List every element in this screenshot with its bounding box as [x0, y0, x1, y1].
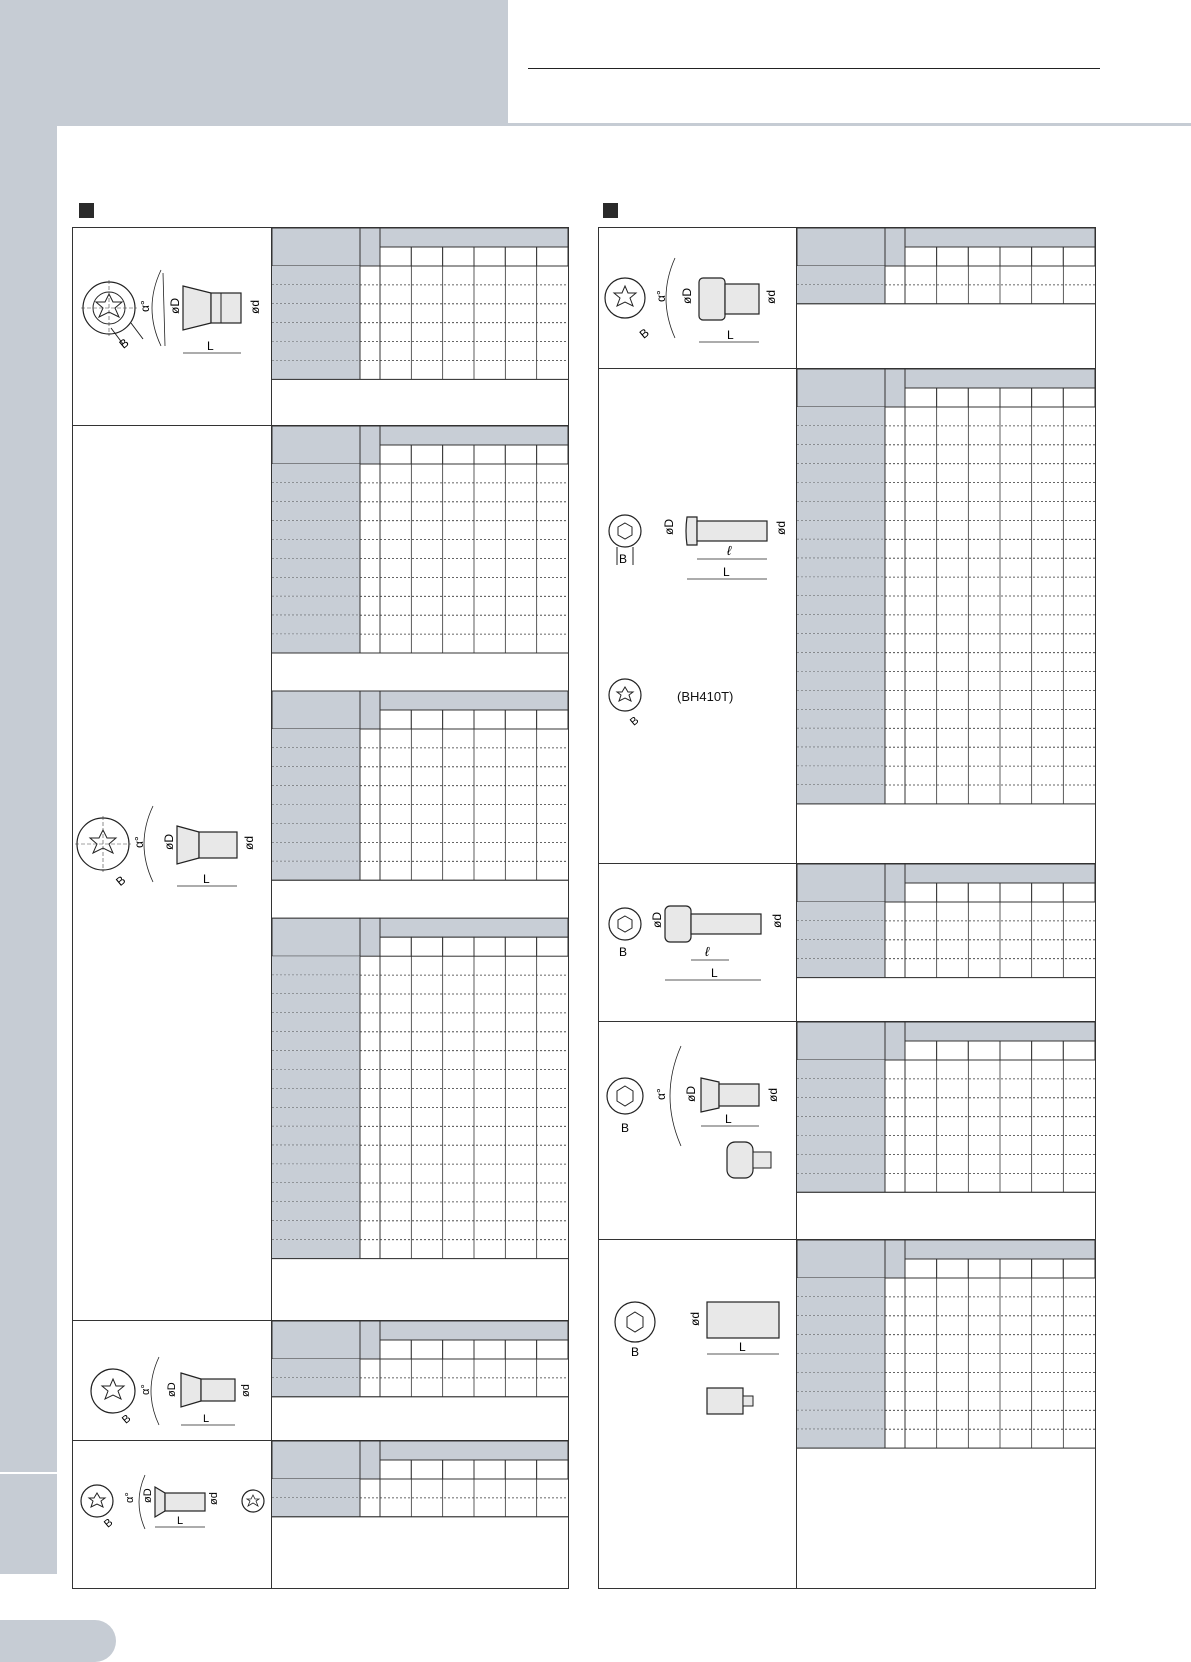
- table-header-cell: [272, 1441, 360, 1479]
- table-subheader-cell: [1032, 1259, 1064, 1278]
- right-parts-panel: [598, 227, 1096, 1589]
- table-row-label: [797, 709, 885, 728]
- table-row-label: [797, 921, 885, 940]
- spec-table-grid: [797, 228, 1095, 368]
- table-subheader-cell: [968, 1259, 1000, 1278]
- svg-text:ød: ød: [248, 299, 262, 314]
- table-subheader-cell: [474, 710, 505, 729]
- svg-text:L: L: [725, 1112, 732, 1126]
- table-subheader-cell: [905, 247, 937, 266]
- table-header-cell: [797, 369, 885, 407]
- table-header-cell: [905, 1022, 1095, 1041]
- table-row-label: [272, 1183, 360, 1202]
- table-subheader-cell: [443, 710, 474, 729]
- table-row-label: [797, 1391, 885, 1410]
- svg-text:B: B: [619, 552, 628, 566]
- table-row-label: [272, 1145, 360, 1164]
- table-header-cell: [360, 426, 380, 464]
- section-marker-right: [603, 203, 618, 218]
- table-subheader-cell: [474, 937, 505, 956]
- table-row-label: [797, 959, 885, 978]
- svg-text:øD: øD: [142, 1488, 154, 1503]
- table-subheader-cell: [537, 247, 568, 266]
- table-row-label: [797, 1079, 885, 1098]
- spec-table-grid: [797, 369, 1095, 864]
- table-row-label: [272, 1051, 360, 1070]
- svg-text:ød: ød: [774, 520, 788, 535]
- table-subheader-cell: [474, 247, 505, 266]
- cap-screw-icon: [599, 228, 797, 368]
- table-row-label: [272, 1070, 360, 1089]
- hex-socket-icon: [599, 864, 797, 1022]
- side-tab-strip: [0, 0, 57, 1472]
- table-row-label: [272, 464, 360, 483]
- block-hex-cap-long: [599, 368, 1095, 863]
- table-header-cell: [797, 1240, 885, 1278]
- table-row-label: [797, 539, 885, 558]
- table-header-cell: [380, 691, 568, 710]
- table-header-cell: [360, 228, 380, 266]
- table-subheader-cell: [505, 1460, 536, 1479]
- table-row-label: [272, 577, 360, 596]
- svg-text:α°: α°: [654, 1088, 668, 1100]
- screw-drawing: [73, 426, 272, 1321]
- table-subheader-cell: [505, 445, 536, 464]
- screw-drawing: [73, 1441, 272, 1589]
- table-header-cell: [380, 228, 568, 247]
- table-row-label: [797, 1429, 885, 1448]
- table-row-label: [797, 653, 885, 672]
- svg-text:ød: ød: [770, 913, 784, 928]
- block-torx-countersunk-b: [73, 425, 568, 1320]
- table-row-label: [797, 1297, 885, 1316]
- table-row-label: [797, 266, 885, 285]
- table-row-label: [272, 1479, 360, 1498]
- table-subheader-cell: [1032, 247, 1064, 266]
- table-header-cell: [360, 1441, 380, 1479]
- table-row-label: [272, 1126, 360, 1145]
- svg-text:L: L: [727, 328, 734, 342]
- table-row-label: [797, 520, 885, 539]
- svg-text:L: L: [723, 565, 730, 579]
- table-row-label: [272, 1498, 360, 1517]
- svg-text:α°: α°: [140, 1384, 152, 1395]
- table-subheader-cell: [1063, 1259, 1095, 1278]
- table-row-label: [272, 805, 360, 824]
- svg-text:B: B: [116, 335, 132, 352]
- svg-text:B: B: [621, 1121, 630, 1135]
- table-row-label: [797, 464, 885, 483]
- table-row-label: [797, 483, 885, 502]
- table-row-label: [797, 558, 885, 577]
- svg-text:øD: øD: [650, 912, 664, 928]
- svg-text:L: L: [711, 966, 718, 980]
- table-row-label: [272, 285, 360, 304]
- table-row-label: [797, 1136, 885, 1155]
- block-hex-cap-short: [599, 863, 1095, 1021]
- table-subheader-cell: [1000, 247, 1032, 266]
- table-subheader-cell: [443, 937, 474, 956]
- table-row-label: [272, 361, 360, 380]
- table-subheader-cell: [380, 710, 411, 729]
- svg-text:øD: øD: [662, 519, 676, 535]
- left-parts-panel: [72, 227, 569, 1589]
- table-row-label: [272, 1359, 360, 1378]
- screw-drawing: [599, 369, 797, 864]
- svg-text:L: L: [739, 1340, 746, 1354]
- table-row-label: [272, 502, 360, 521]
- table-subheader-cell: [411, 445, 442, 464]
- table-header-cell: [885, 228, 905, 266]
- table-subheader-cell: [1000, 388, 1032, 407]
- table-row-label: [797, 502, 885, 521]
- table-subheader-cell: [411, 247, 442, 266]
- svg-text:L: L: [203, 872, 210, 886]
- svg-text:B: B: [631, 1345, 640, 1359]
- svg-text:ød: ød: [766, 1087, 780, 1102]
- table-row-label: [272, 1164, 360, 1183]
- spec-table-grid: [272, 228, 568, 425]
- countersunk-screw-icon: [73, 1441, 272, 1589]
- table-row-label: [797, 1410, 885, 1429]
- table-subheader-cell: [1032, 388, 1064, 407]
- table-header-cell: [360, 918, 380, 956]
- svg-text:ød: ød: [208, 1492, 220, 1505]
- table-row-label: [272, 559, 360, 578]
- table-row-label: [797, 1117, 885, 1136]
- section-marker-left: [79, 203, 94, 218]
- table-subheader-cell: [443, 1340, 474, 1359]
- table-row-label: [797, 1098, 885, 1117]
- table-row-label: [797, 426, 885, 445]
- table-subheader-cell: [937, 883, 969, 902]
- svg-text:L: L: [177, 1515, 184, 1527]
- screw-drawing: [599, 1022, 797, 1240]
- screw-drawing: [73, 228, 272, 425]
- block-torx-countersunk-a: [73, 228, 568, 425]
- table-subheader-cell: [905, 1041, 937, 1060]
- table-subheader-cell: [537, 1340, 568, 1359]
- table-subheader-cell: [443, 1460, 474, 1479]
- table-subheader-cell: [937, 388, 969, 407]
- table-subheader-cell: [937, 1259, 969, 1278]
- table-row-label: [272, 824, 360, 843]
- table-subheader-cell: [905, 883, 937, 902]
- table-row-label: [797, 407, 885, 426]
- table-subheader-cell: [505, 247, 536, 266]
- table-header-cell: [885, 369, 905, 407]
- table-subheader-cell: [443, 247, 474, 266]
- table-subheader-cell: [968, 388, 1000, 407]
- hex-socket-icon: [599, 369, 797, 864]
- title-rule: [528, 68, 1100, 69]
- table-header-cell: [797, 1022, 885, 1060]
- table-subheader-cell: [905, 388, 937, 407]
- table-row-label: [797, 785, 885, 804]
- table-subheader-cell: [1000, 1041, 1032, 1060]
- table-row-label: [797, 766, 885, 785]
- table-header-cell: [885, 864, 905, 902]
- spec-table-grid: [272, 1441, 568, 1589]
- table-subheader-cell: [380, 937, 411, 956]
- table-subheader-cell: [537, 710, 568, 729]
- table-subheader-cell: [537, 445, 568, 464]
- table-row-label: [797, 902, 885, 921]
- spec-table-grid: [272, 426, 568, 1321]
- svg-text:ød: ød: [240, 1384, 252, 1397]
- table-subheader-cell: [1032, 883, 1064, 902]
- thread-length-label: ℓ: [727, 543, 732, 558]
- table-row-label: [797, 691, 885, 710]
- svg-text:α°: α°: [124, 1492, 136, 1503]
- table-header-cell: [272, 426, 360, 464]
- block-torx-countersunk-d: [73, 1440, 568, 1588]
- table-header-cell: [797, 864, 885, 902]
- svg-text:B: B: [113, 872, 129, 889]
- table-row-label: [272, 1013, 360, 1032]
- table-row-label: [272, 1378, 360, 1397]
- table-row-label: [797, 577, 885, 596]
- hex-socket-icon: [599, 1022, 797, 1240]
- table-subheader-cell: [411, 1460, 442, 1479]
- table-row-label: [797, 1173, 885, 1192]
- table-row-label: [797, 1373, 885, 1392]
- table-header-cell: [905, 228, 1095, 247]
- block-torx-countersunk-c: [73, 1320, 568, 1440]
- table-row-label: [272, 634, 360, 653]
- table-subheader-cell: [1063, 247, 1095, 266]
- table-subheader-cell: [1063, 1041, 1095, 1060]
- content-rule: [57, 123, 1191, 126]
- table-row-label: [797, 615, 885, 634]
- table-row-label: [272, 266, 360, 285]
- table-row-label: [272, 1089, 360, 1108]
- table-subheader-cell: [968, 247, 1000, 266]
- svg-text:B: B: [636, 325, 652, 342]
- svg-text:ℓ: ℓ: [705, 944, 710, 959]
- table-subheader-cell: [474, 445, 505, 464]
- block-set-screw: [599, 1239, 1095, 1588]
- table-row-label: [272, 748, 360, 767]
- table-subheader-cell: [505, 1340, 536, 1359]
- table-row-label: [797, 728, 885, 747]
- table-header-cell: [360, 1321, 380, 1359]
- table-header-cell: [380, 426, 568, 445]
- table-subheader-cell: [968, 883, 1000, 902]
- table-header-cell: [885, 1022, 905, 1060]
- header-band: [0, 0, 508, 123]
- table-row-label: [272, 1221, 360, 1240]
- table-row-label: [797, 1060, 885, 1079]
- table-header-cell: [380, 1321, 568, 1340]
- svg-text:L: L: [207, 339, 214, 353]
- table-row-label: [272, 483, 360, 502]
- spec-table-grid: [272, 1321, 568, 1441]
- svg-text:øD: øD: [162, 834, 176, 850]
- table-row-label: [797, 747, 885, 766]
- table-subheader-cell: [537, 937, 568, 956]
- screw-drawing: [599, 1240, 797, 1589]
- table-row-label: [272, 1202, 360, 1221]
- spec-table-grid: [797, 1022, 1095, 1240]
- table-row-label: [272, 861, 360, 880]
- svg-text:ød: ød: [764, 289, 778, 304]
- table-subheader-cell: [380, 247, 411, 266]
- spec-table-grid: [797, 1240, 1095, 1589]
- svg-text:øD: øD: [680, 288, 694, 304]
- screw-drawing: [73, 1321, 272, 1441]
- table-subheader-cell: [411, 710, 442, 729]
- table-row-label: [272, 842, 360, 861]
- table-subheader-cell: [474, 1460, 505, 1479]
- table-subheader-cell: [380, 1460, 411, 1479]
- table-row-label: [272, 1240, 360, 1259]
- table-header-cell: [380, 1441, 568, 1460]
- table-row-label: [797, 445, 885, 464]
- screw-drawing: [599, 864, 797, 1022]
- table-row-label: [272, 615, 360, 634]
- table-row-label: [272, 786, 360, 805]
- block-hex-countersunk: [599, 1021, 1095, 1239]
- svg-text:B: B: [628, 714, 642, 729]
- svg-text:α°: α°: [132, 836, 146, 848]
- svg-text:øD: øD: [168, 298, 182, 314]
- svg-text:L: L: [203, 1413, 210, 1425]
- table-subheader-cell: [968, 1041, 1000, 1060]
- svg-text:ød: ød: [688, 1311, 702, 1326]
- svg-text:B: B: [102, 1516, 116, 1531]
- table-row-label: [272, 994, 360, 1013]
- table-subheader-cell: [380, 1340, 411, 1359]
- table-row-label: [272, 521, 360, 540]
- table-row-label: [272, 1032, 360, 1051]
- table-subheader-cell: [537, 1460, 568, 1479]
- table-header-cell: [797, 228, 885, 266]
- svg-text:α°: α°: [654, 290, 668, 302]
- table-subheader-cell: [411, 937, 442, 956]
- table-subheader-cell: [1000, 883, 1032, 902]
- svg-text:ød: ød: [242, 835, 256, 850]
- spec-table-grid: [797, 864, 1095, 1022]
- table-row-label: [272, 975, 360, 994]
- table-subheader-cell: [1063, 883, 1095, 902]
- svg-text:øD: øD: [166, 1382, 178, 1397]
- svg-text:øD: øD: [684, 1086, 698, 1102]
- page-number-tab: [0, 1620, 116, 1662]
- table-header-cell: [905, 1240, 1095, 1259]
- table-subheader-cell: [1000, 1259, 1032, 1278]
- table-header-cell: [360, 691, 380, 729]
- table-subheader-cell: [1063, 388, 1095, 407]
- set-screw-icon: [599, 1240, 797, 1589]
- table-subheader-cell: [505, 937, 536, 956]
- svg-text:B: B: [120, 1412, 134, 1427]
- table-subheader-cell: [505, 710, 536, 729]
- table-row-label: [272, 304, 360, 323]
- table-subheader-cell: [905, 1259, 937, 1278]
- table-row-label: [797, 1278, 885, 1297]
- table-row-label: [272, 323, 360, 342]
- table-subheader-cell: [380, 445, 411, 464]
- table-header-cell: [905, 864, 1095, 883]
- svg-text:B: B: [619, 945, 628, 959]
- svg-text:α°: α°: [138, 300, 152, 312]
- side-tab-strip-lower: [0, 1474, 57, 1574]
- block-torx-cap: [599, 228, 1095, 368]
- table-row-label: [272, 596, 360, 615]
- table-subheader-cell: [474, 1340, 505, 1359]
- table-row-label: [272, 729, 360, 748]
- table-header-cell: [272, 228, 360, 266]
- table-header-cell: [272, 918, 360, 956]
- table-row-label: [797, 596, 885, 615]
- table-row-label: [797, 1155, 885, 1174]
- screw-drawing: [599, 228, 797, 368]
- table-subheader-cell: [1032, 1041, 1064, 1060]
- table-header-cell: [272, 1321, 360, 1359]
- countersunk-screw-icon: [73, 1321, 272, 1441]
- table-subheader-cell: [411, 1340, 442, 1359]
- table-row-label: [797, 285, 885, 304]
- model-caption: (BH410T): [677, 689, 734, 704]
- countersunk-screw-icon: [73, 228, 272, 425]
- table-row-label: [272, 342, 360, 361]
- table-row-label: [797, 1354, 885, 1373]
- table-subheader-cell: [443, 445, 474, 464]
- table-subheader-cell: [937, 247, 969, 266]
- table-header-cell: [905, 369, 1095, 388]
- table-row-label: [797, 940, 885, 959]
- table-header-cell: [885, 1240, 905, 1278]
- table-row-label: [797, 1335, 885, 1354]
- table-header-cell: [272, 691, 360, 729]
- countersunk-screw-icon: [73, 426, 272, 1321]
- table-row-label: [272, 540, 360, 559]
- table-row-label: [797, 672, 885, 691]
- table-subheader-cell: [937, 1041, 969, 1060]
- table-row-label: [272, 1107, 360, 1126]
- table-header-cell: [380, 918, 568, 937]
- table-row-label: [272, 767, 360, 786]
- table-row-label: [272, 956, 360, 975]
- table-row-label: [797, 1316, 885, 1335]
- table-row-label: [797, 634, 885, 653]
